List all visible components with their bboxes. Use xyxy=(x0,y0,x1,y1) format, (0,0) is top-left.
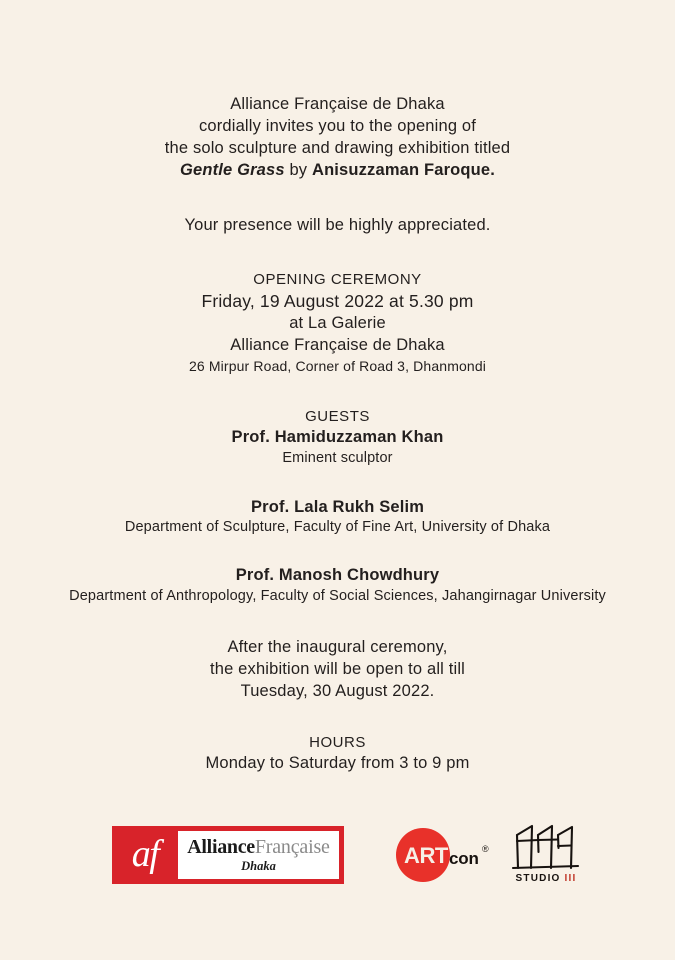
ceremony-venue-hall: at La Galerie xyxy=(289,313,386,332)
studio-word-text: STUDIO xyxy=(515,873,561,884)
hours-heading: HOURS xyxy=(309,733,366,751)
by-label: by xyxy=(289,160,308,179)
exhibition-title-line xyxy=(0,160,675,182)
intro-line-3: the solo sculpture and drawing exhibition titled xyxy=(164,138,511,157)
af-wordmark xyxy=(187,837,329,857)
after-ceremony-block xyxy=(0,637,675,703)
after-line-2: the exhibition will be open to all till xyxy=(210,659,465,678)
guest-entry xyxy=(0,565,675,606)
guest-affiliation: Department of Sculpture, Faculty of Fine Art, University of Dhaka xyxy=(124,519,551,536)
ceremony-heading: OPENING CEREMONY xyxy=(253,270,422,288)
guest-affiliation: Department of Anthropology, Faculty of Social Sciences, Jahangirnagar University xyxy=(69,587,606,604)
af-name-light: Française xyxy=(254,835,330,858)
guest-affiliation: Eminent sculptor xyxy=(282,450,393,467)
artcon-art-text: ART xyxy=(404,843,448,868)
ceremony-address: 26 Mirpur Road, Corner of Road 3, Dhanmondi xyxy=(188,357,487,374)
guest-name: Prof. Hamiduzzaman Khan xyxy=(231,428,444,447)
artist-name: Anisuzzaman Faroque. xyxy=(311,160,495,179)
studio-iii-logo xyxy=(508,822,584,896)
ceremony-venue-org: Alliance Française de Dhaka xyxy=(230,335,445,354)
intro-line-2: cordially invites you to the opening of xyxy=(198,116,477,135)
after-line-1: After the inaugural ceremony, xyxy=(227,637,448,656)
guests-heading: GUESTS xyxy=(305,408,370,426)
presence-text: Your presence will be highly appreciated. xyxy=(184,215,491,234)
studio-wordmark xyxy=(508,873,584,884)
intro-line-1: Alliance Française de Dhaka xyxy=(230,95,445,113)
studio-numeral: III xyxy=(564,873,577,884)
guests-block xyxy=(0,407,675,468)
logo-row xyxy=(0,818,675,908)
presence-block xyxy=(0,215,675,237)
af-monogram-icon: af xyxy=(131,833,159,875)
guest-name: Prof. Lala Rukh Selim xyxy=(250,497,425,516)
hours-value: Monday to Saturday from 3 to 9 pm xyxy=(205,753,470,772)
hours-block xyxy=(0,733,675,775)
af-name-bold: Alliance xyxy=(187,835,255,858)
ceremony-datetime: Friday, 19 August 2022 at 5.30 pm xyxy=(201,290,474,311)
after-line-3: Tuesday, 30 August 2022. xyxy=(240,681,435,700)
intro-block xyxy=(0,94,675,182)
ceremony-block xyxy=(0,270,675,376)
studio-easel-sketch-icon xyxy=(508,822,584,872)
exhibition-title: Gentle Grass xyxy=(180,160,285,179)
alliance-francaise-logo xyxy=(112,826,344,884)
artcon-logo xyxy=(396,828,500,886)
af-name-panel xyxy=(178,831,339,879)
guest-name: Prof. Manosh Chowdhury xyxy=(235,565,440,584)
guest-entry xyxy=(0,497,675,538)
artcon-registered-icon: ® xyxy=(482,844,489,854)
artcon-con-text: con xyxy=(449,849,479,868)
af-city: Dhaka xyxy=(241,858,276,873)
